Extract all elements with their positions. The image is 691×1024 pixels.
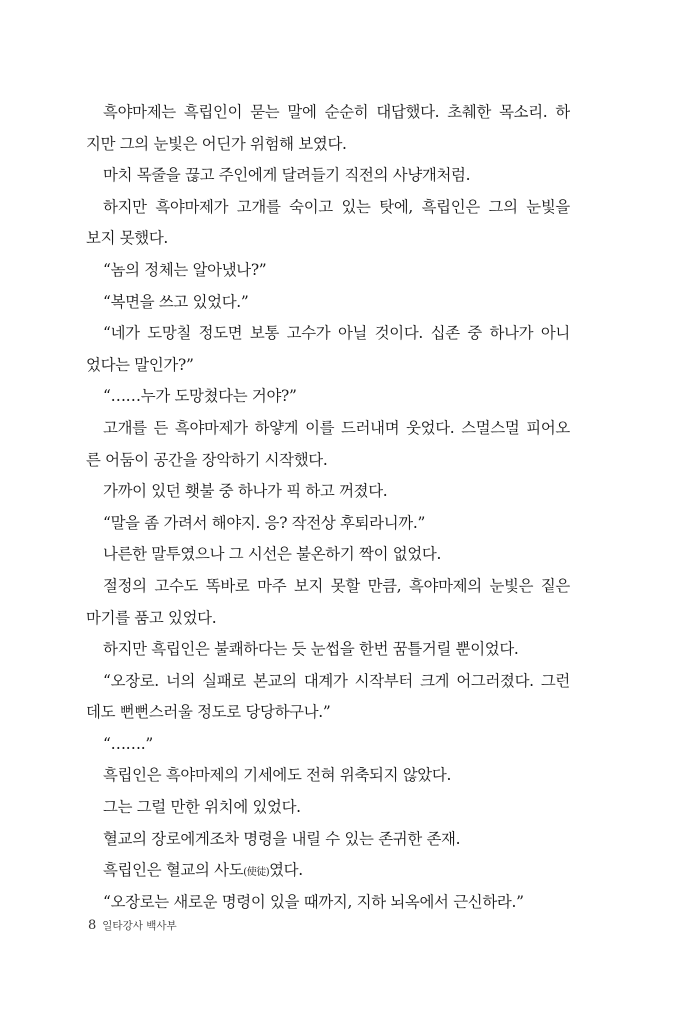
text-line: “…….” xyxy=(103,734,153,753)
text-line: “오장로는 새로운 명령이 있을 때까지, 지하 뇌옥에서 근신하라.” xyxy=(103,892,524,911)
page-footer xyxy=(88,918,177,933)
text-line xyxy=(86,855,570,887)
text-line: 른 어둠이 공간을 장악하기 시작했다. xyxy=(86,450,328,469)
text-line: “놈의 정체는 알아냈나?” xyxy=(103,260,267,279)
text-line: 혈교의 장로에게조차 명령을 내릴 수 있는 존귀한 존재. xyxy=(103,829,461,848)
text-line: 하지만 흑야마제가 고개를 숙이고 있는 탓에, 흑립인은 그의 눈빛을 xyxy=(103,197,570,216)
text-line: 나른한 말투였으나 그 시선은 불온하기 짝이 없었다. xyxy=(103,545,442,564)
text-line: “네가 도망칠 정도면 보통 고수가 아닐 것이다. 십존 중 하나가 아니 xyxy=(103,324,570,343)
text-line: “……누가 도망쳤다는 거야?” xyxy=(103,387,297,406)
text-line: 하지만 흑립인은 불쾌하다는 듯 눈썹을 한번 꿈틀거릴 뿐이었다. xyxy=(103,640,519,659)
text-line: “복면을 쓰고 있었다.” xyxy=(103,292,249,311)
text-line: 었다는 말인가?” xyxy=(86,355,194,374)
page-number: 8 xyxy=(88,918,97,933)
text-line: 마기를 품고 있었다. xyxy=(86,608,217,627)
text-line: 마치 목줄을 끊고 주인에게 달려들기 직전의 사냥개처럼. xyxy=(103,166,471,185)
book-title: 일타강사 백사부 xyxy=(102,920,177,932)
text-line: 고개를 든 흑야마제가 하얗게 이를 드러내며 웃었다. 스멀스멀 피어오 xyxy=(103,418,570,437)
text-line: “오장로. 너의 실패로 본교의 대계가 시작부터 크게 어그러졌다. 그런 xyxy=(103,671,570,690)
text-line: 절정의 고수도 똑바로 마주 보지 못할 만큼, 흑야마제의 눈빛은 짙은 xyxy=(103,576,570,595)
text-line: 흑립인은 흑야마제의 기세에도 전혀 위축되지 않았다. xyxy=(103,766,452,785)
text-line: 데도 뻔뻔스러울 정도로 당당하구나.” xyxy=(86,703,331,722)
text-line: 그는 그럴 만한 위치에 있었다. xyxy=(103,798,301,817)
text-segment: 였다. xyxy=(269,861,303,880)
text-line: 흑야마제는 흑립인이 묻는 말에 순순히 대답했다. 초췌한 목소리. 하 xyxy=(103,103,570,121)
hanja-annotation: (使徒) xyxy=(243,867,270,879)
text-line: 가까이 있던 횃불 중 하나가 픽 하고 꺼졌다. xyxy=(103,482,388,501)
text-line: 지만 그의 눈빛은 어딘가 위험해 보였다. xyxy=(86,134,347,153)
text-segment: 흑립인은 혈교의 사도 xyxy=(103,861,244,880)
body-text xyxy=(86,97,570,918)
text-line: “말을 좀 가려서 해야지. 응? 작전상 후퇴라니까.” xyxy=(103,513,426,532)
text-line: 보지 못했다. xyxy=(86,229,169,248)
